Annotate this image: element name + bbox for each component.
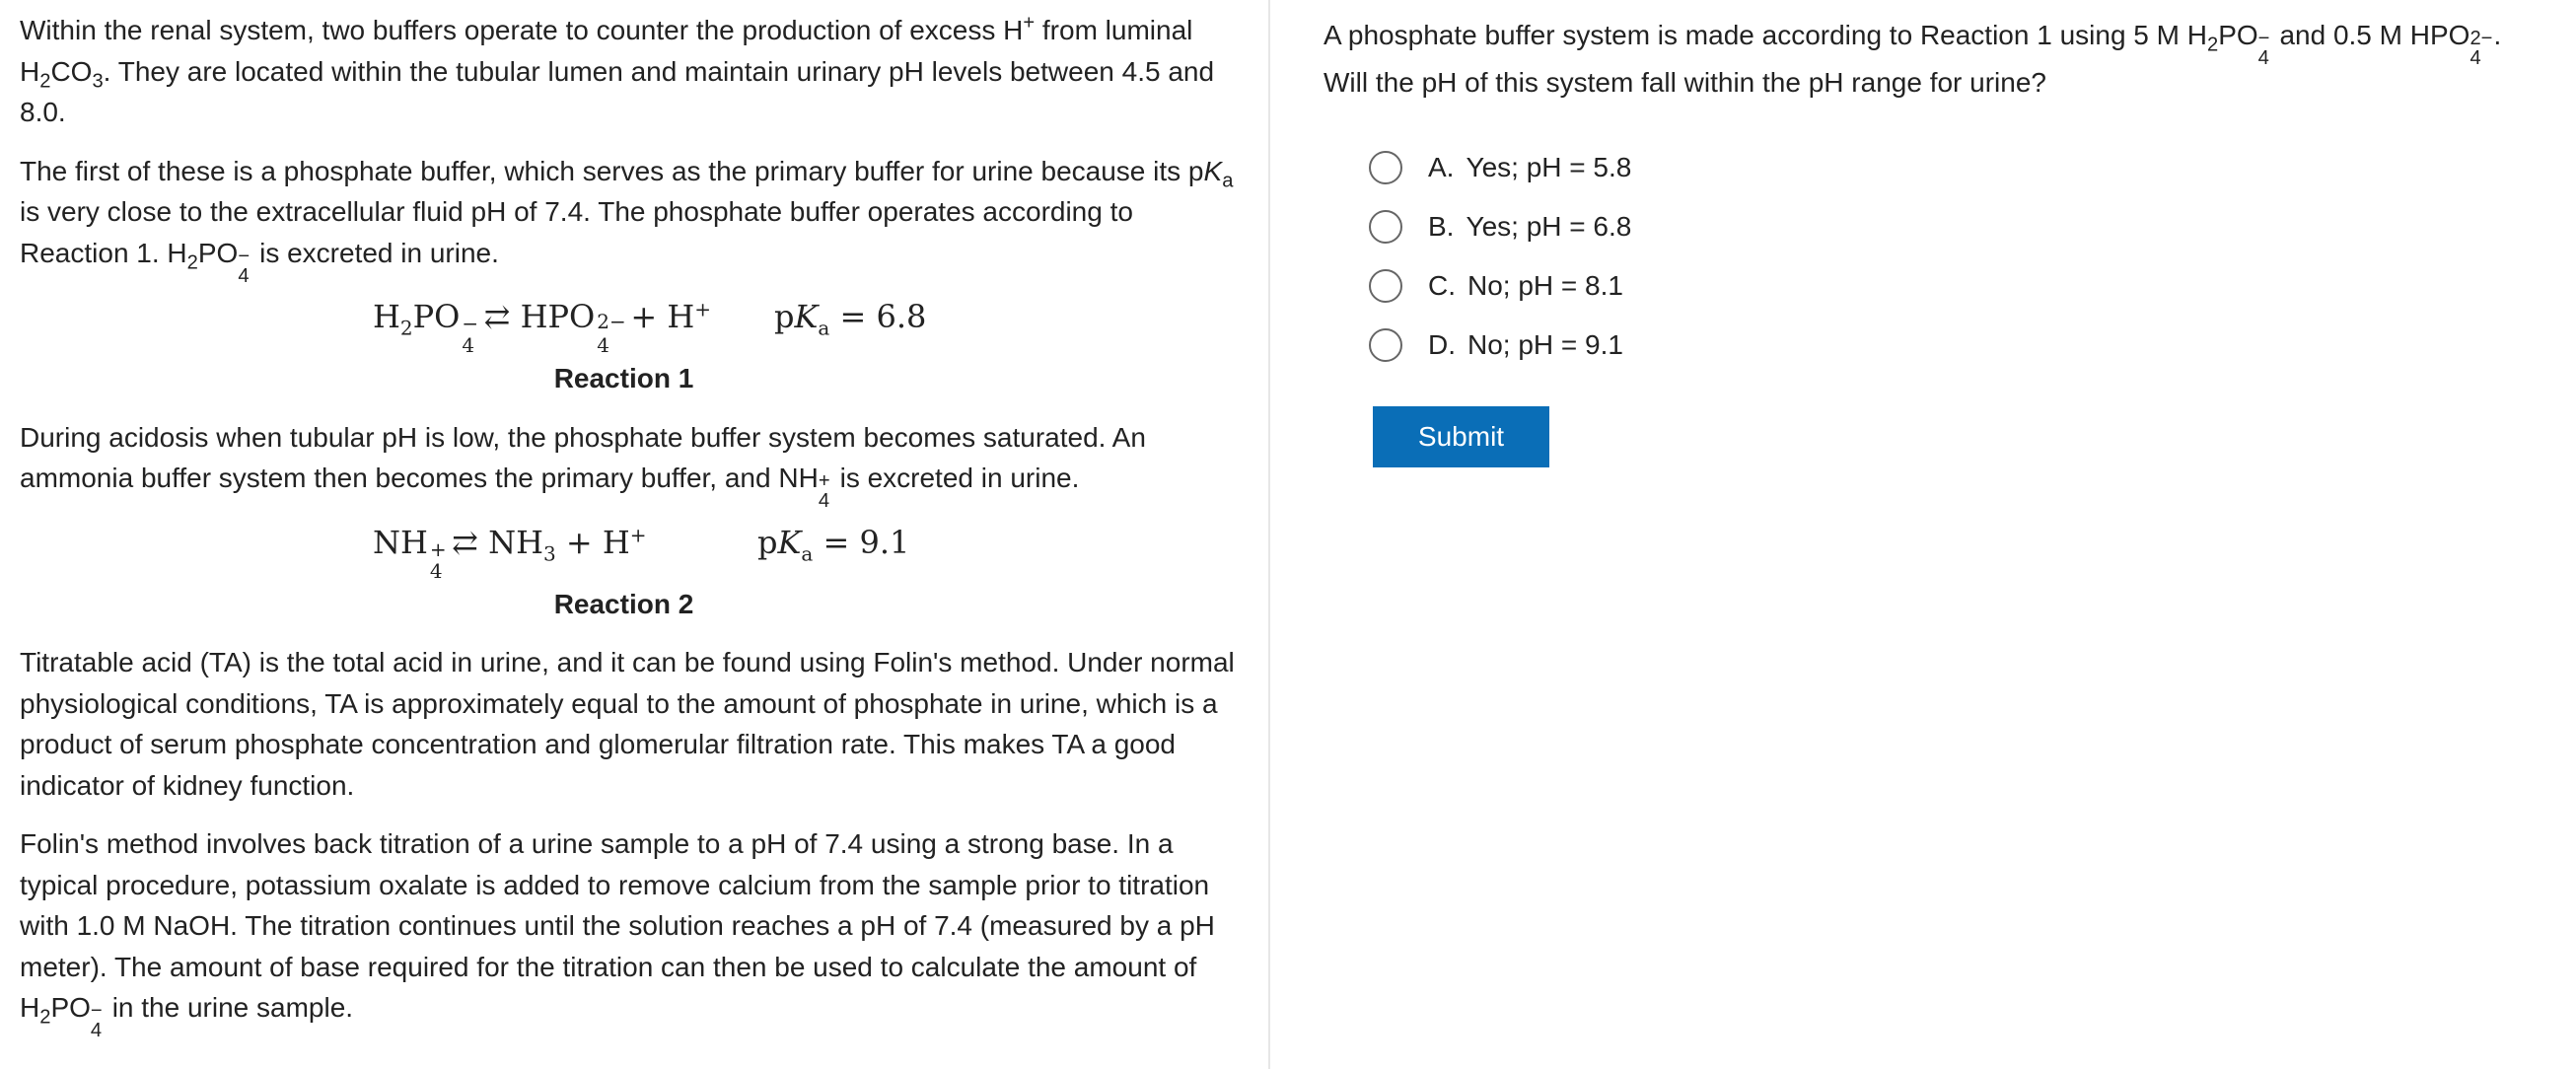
passage-paragraph-1: Within the renal system, two buffers operate to counter the production of excess H+ from luminal $H_2CO_3$. They are located within the tubular lumen and maintain urinary pH levels between 4.5 and 8.0.	[20, 12, 1215, 127]
panel-divider	[1268, 0, 1270, 1069]
radio-button[interactable]	[1369, 210, 1402, 244]
choice-b[interactable]	[1369, 197, 1631, 256]
radio-button[interactable]	[1369, 151, 1402, 184]
choice-text: No; pH = 9.1	[1467, 329, 1623, 360]
passage-paragraph-4: Titratable acid (TA) is the total acid in urine, and it can be found using Folin's method. Under normal physiological conditions, TA is approximately equal to the amount of phosphate in urine, which is a product of serum phosphate concentration and glomerular filtration rate. This makes TA a good indicator of kidney function.	[20, 647, 1235, 801]
choice-c[interactable]	[1369, 256, 1631, 316]
passage-paragraph-5: Folin's method involves back titration of a urine sample to a pH of 7.4 using a strong base. In a typical procedure, potassium oxalate is added to remove calcium from the sample prior to titration with 1.0 M NaOH. The titration continues until the solution reaches a pH of 7.4 (measured by a pH meter). The amount of base required for the titration can then be used to calculate the amount of $H_2PO$ − 4 in the urine sample.	[20, 828, 1215, 1041]
reaction-1-equation	[20, 291, 1243, 357]
question-line-2: Will the pH of this system fall within the pH range for urine?	[1324, 67, 2046, 98]
submit-button[interactable]: Submit	[1373, 406, 1549, 467]
question-stem	[1324, 12, 2546, 107]
radio-button[interactable]	[1369, 269, 1402, 303]
choice-letter: A.	[1428, 152, 1455, 182]
radio-button[interactable]	[1369, 328, 1402, 362]
choice-d[interactable]	[1369, 316, 1631, 375]
reaction-2-pka: $pK_a = 9.1$	[757, 523, 910, 565]
choice-letter: C.	[1428, 270, 1456, 301]
choice-text: Yes; pH = 5.8	[1466, 152, 1632, 182]
reaction-1-formula: $H_2PO$ − 4 ⇄ HPO 2− 4 + H+	[373, 297, 712, 357]
passage-paragraph-3: During acidosis when tubular pH is low, the phosphate buffer system becomes saturated. An ammonia buffer system then becomes the primary buffer, and NH + 4 is excreted in urine.	[20, 421, 1146, 512]
reaction-1-caption: Reaction 1	[553, 363, 694, 393]
choice-text: Yes; pH = 6.8	[1466, 211, 1632, 242]
passage-paragraph-2: The first of these is a phosphate buffer, which serves as the primary buffer for urine because its $pK_a$ is very close to the extracellular fluid pH of 7.4. The phosphate buffer operates according to Reaction 1. $H_2PO$ − 4 is excreted in urine.	[20, 155, 1234, 287]
choice-letter: D.	[1428, 329, 1456, 360]
choice-text: No; pH = 8.1	[1467, 270, 1623, 301]
choice-letter: B.	[1428, 211, 1455, 242]
reaction-2-equation	[20, 517, 1243, 583]
question-line-1: A phosphate buffer system is made according to Reaction 1 using 5 M $H_2PO$ − 4 and 0.5 M HPO 2− 4 .	[1324, 20, 2502, 69]
answer-choices	[1369, 138, 1631, 375]
reaction-2-formula: NH + 4 ⇄ $NH_3 + H^+$	[373, 522, 647, 583]
passage-panel	[20, 10, 1243, 1046]
choice-a[interactable]	[1369, 138, 1631, 197]
reaction-1-pka: $pK_a = 6.8$	[774, 298, 927, 340]
reaction-2-caption: Reaction 2	[553, 588, 694, 619]
